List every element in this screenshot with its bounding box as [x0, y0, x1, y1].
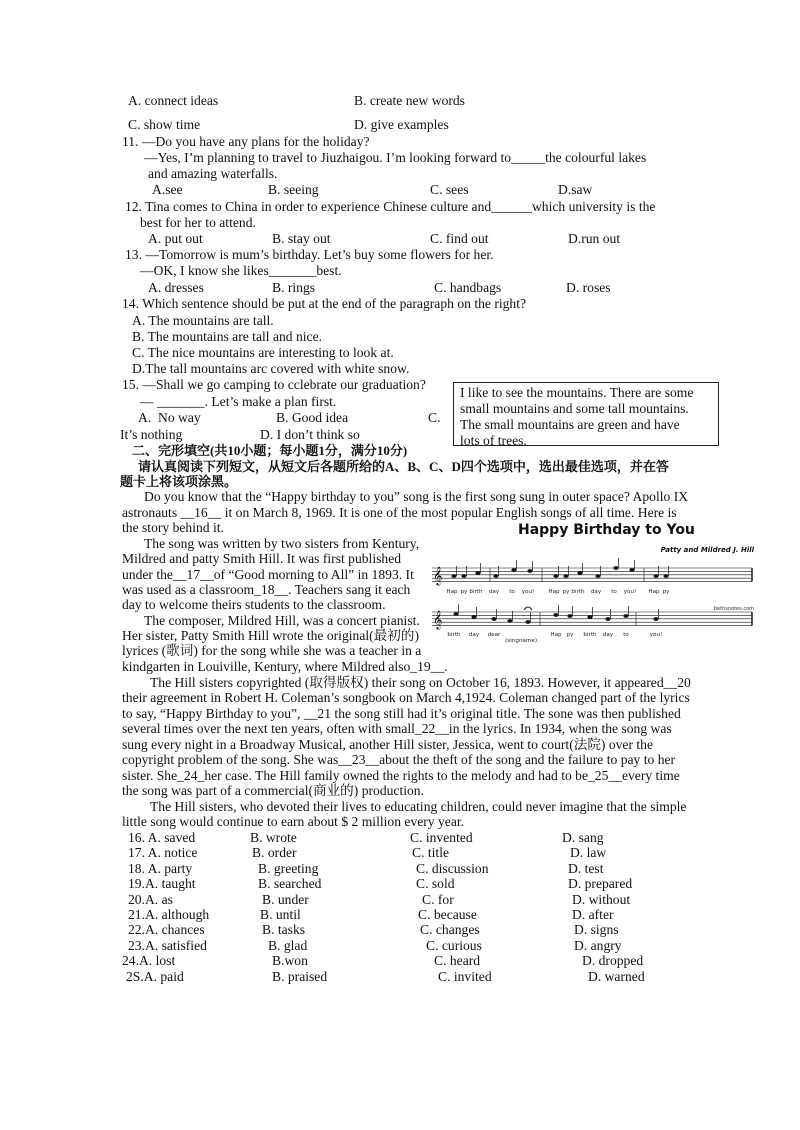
- mountain-paragraph-box: [453, 382, 719, 446]
- answer-option: D. signs: [574, 922, 619, 938]
- q14-option: A. The mountains are tall.: [132, 313, 274, 328]
- passage-line: The Hill sisters copyrighted (取得版权) their song on October 16, 1893. However, it appeared__20: [150, 675, 691, 690]
- passage-line: the song was part of a commercial(商业的) production.: [122, 783, 424, 798]
- lyric: Hap: [446, 589, 458, 595]
- answer-option: D. without: [572, 891, 631, 907]
- answer-option: D. prepared: [568, 876, 633, 892]
- answer-option: C. title: [412, 845, 450, 861]
- answer-option: D. law: [570, 845, 607, 861]
- answer-option: B. order: [252, 845, 297, 861]
- lyric: py: [566, 632, 574, 638]
- note: [527, 569, 532, 573]
- note: [613, 566, 618, 570]
- answer-option: C. changes: [420, 922, 480, 938]
- lyric: to: [623, 632, 629, 638]
- note: [563, 574, 568, 578]
- answer-option: 19.A. taught: [128, 876, 196, 892]
- passage-line: under the__17__of “Good morning to All” in 1893. It: [122, 567, 414, 582]
- answer-option: 24.A. lost: [122, 953, 176, 969]
- answer-option: D. test: [568, 860, 604, 876]
- lyric: Hap: [550, 632, 562, 638]
- passage-line: kindgarten in Louiville, Kentury, where Mildred also_19__.: [122, 659, 448, 674]
- lyric: birth: [571, 589, 585, 595]
- q11-option: C. sees: [430, 182, 469, 197]
- passage-line: Mildred and patty Smith Hill. It was first published: [122, 551, 402, 566]
- answer-option: C. heard: [434, 953, 481, 969]
- note: [553, 613, 558, 617]
- lyric: py: [662, 589, 670, 595]
- answer-option: 23.A. satisfied: [128, 937, 207, 953]
- note: [605, 617, 610, 621]
- answer-option: 17. A. notice: [128, 845, 198, 861]
- q15-option: A. No way: [138, 410, 201, 425]
- note: [475, 571, 480, 575]
- q15-option: It’s nothing: [120, 427, 183, 442]
- lyric: day: [590, 589, 602, 595]
- answer-option: C. because: [418, 907, 477, 922]
- q11-option: A.see: [152, 182, 183, 197]
- answer-option: B. tasks: [262, 922, 306, 938]
- staff-line-2: [432, 604, 752, 630]
- passage-line: copyright problem of the song. She was__23__about the theft of the song and the failure to pay to her: [122, 752, 676, 767]
- answer-option: B. searched: [258, 876, 322, 892]
- lyric: birth: [469, 589, 483, 595]
- passage-line: day to welcome theirs students to the classroom.: [122, 597, 386, 612]
- answer-option: C. for: [422, 891, 454, 907]
- note: [587, 615, 592, 619]
- q12-option: D.run out: [568, 231, 621, 246]
- answer-option: 18. A. party: [128, 860, 193, 876]
- passage-line: several times over the next ten years, often with small_22__in the lyrics. In 1934, when the song was: [122, 721, 672, 736]
- q10-option-a: A. connect ideas: [128, 93, 219, 108]
- q13-line: —OK, I know she likes_______best.: [140, 263, 342, 278]
- q13-option: A. dresses: [148, 280, 204, 295]
- passage-line: was used as a classroom_18__. Teachers sang it each: [122, 582, 411, 597]
- treble-clef-icon: 𝄞: [433, 566, 443, 585]
- answer-option: C. discussion: [416, 860, 489, 876]
- answer-option: B. wrote: [250, 830, 297, 845]
- answer-option: 16. A. saved: [128, 830, 196, 845]
- note: [471, 615, 476, 619]
- lyric: day: [468, 632, 480, 638]
- passage-line: little song would continue to earn about $ 2 million every year.: [122, 814, 465, 829]
- q13-option: B. rings: [272, 280, 316, 295]
- q12-option: A. put out: [148, 231, 203, 246]
- answer-option: D. sang: [562, 830, 604, 845]
- section-heading: 二、完形填空(共10小题；每小题1分，满分10分): [132, 443, 408, 458]
- answer-option: B. praised: [272, 968, 328, 984]
- lyric: py: [460, 589, 468, 595]
- q10-option-b: B. create new words: [354, 93, 465, 108]
- q12-line: best for her to attend.: [140, 215, 256, 230]
- note: [453, 612, 458, 616]
- passage-line: the story behind it.: [122, 520, 224, 535]
- lyric: (sing: [505, 638, 519, 644]
- q10-option-c: C. show time: [128, 117, 201, 132]
- answer-option: 20.A. as: [128, 891, 173, 907]
- fermata-icon: [524, 607, 532, 610]
- q12-line: 12. Tina comes to China in order to experience Chinese culture and______which university is the: [125, 199, 656, 214]
- note: [461, 574, 466, 578]
- q14-option: D.The tall mountains arc covered with white snow.: [132, 361, 410, 376]
- q12-option: C. find out: [430, 231, 489, 246]
- answer-option: D. after: [572, 907, 614, 922]
- answer-option: 21.A. although: [128, 907, 210, 922]
- answer-option: B. glad: [268, 937, 308, 953]
- note: [663, 574, 668, 578]
- passage-line: Her sister, Patty Smith Hill wrote the original(最初的): [122, 628, 419, 643]
- q13-option: C. handbags: [434, 280, 502, 295]
- lyric: you!: [521, 589, 535, 595]
- answer-option: B.won: [272, 953, 308, 969]
- q14-option: B. The mountains are tall and nice.: [132, 329, 323, 344]
- q15-line: — _______. Let’s make a plan first.: [140, 394, 337, 409]
- box-line: I like to see the mountains. There are some: [460, 385, 694, 400]
- sheet-title: Happy Birthday to You: [518, 522, 695, 538]
- passage-line: sister. She_24_her case. The Hill family owned the rights to the melody and had to be_25__every time: [122, 768, 680, 783]
- box-line: small mountains and some tall mountains.: [460, 401, 689, 416]
- q15-option: C.: [428, 410, 441, 425]
- answer-option: 2S.A. paid: [126, 968, 184, 984]
- passage-line: their agreement in Robert H. Coleman’s songbook on March 4,1924. Coleman changed part of the lyrics: [122, 690, 690, 705]
- answer-option: D. angry: [574, 937, 622, 953]
- note: [577, 571, 582, 575]
- box-line: lots of trees.: [460, 433, 527, 448]
- sheet-composer: Patty and Mildred J. Hill: [660, 546, 754, 554]
- answer-option: C. sold: [416, 876, 455, 892]
- lyric: birth: [447, 632, 461, 638]
- lyric: you!: [623, 589, 637, 595]
- q11-option: D.saw: [558, 182, 593, 197]
- passage-line: lyrices (歌词) for the song while she was a teacher in a: [122, 643, 422, 658]
- lyric: day: [602, 632, 614, 638]
- lyrics-row-1: [446, 589, 670, 595]
- section-instruction: 题卡上将该项涂黑。: [120, 474, 238, 489]
- q11-line: —Yes, I’m planning to travel to Jiuzhaigou. I’m looking forward to_____the colourful lakes: [144, 150, 647, 165]
- note: [511, 568, 516, 572]
- q14-option: C. The nice mountains are interesting to look at.: [132, 345, 394, 360]
- lyric: day: [488, 589, 500, 595]
- note: [525, 620, 530, 624]
- box-line: The small mountains are green and have: [460, 417, 680, 432]
- passage-line: to say, “Happy Birthday to you”, __21 the song still had it’s original title. The sone was then published: [122, 706, 681, 721]
- answer-option: D. warned: [588, 968, 645, 984]
- sheet-site: bethsnotes.com: [713, 606, 754, 612]
- answer-option: 22.A. chances: [128, 922, 205, 938]
- lyric: to: [509, 589, 515, 595]
- lyric: Hap: [548, 589, 560, 595]
- lyric: py: [562, 589, 570, 595]
- lyric: Hap: [648, 589, 660, 595]
- answer-option: B. until: [260, 907, 301, 922]
- passage-line: astronauts __16__ it on March 8, 1969. It is one of the most popular English songs of all time. Here is: [122, 505, 677, 520]
- treble-clef-icon: 𝄞: [433, 610, 443, 629]
- sheet-music-image: [430, 518, 758, 648]
- note: [595, 574, 600, 578]
- note: [491, 617, 496, 621]
- passage-line: The song was written by two sisters from Kentury,: [144, 536, 420, 551]
- q15-option: B. Good idea: [276, 410, 349, 425]
- staff-line-1: [432, 558, 752, 586]
- q15-option: D. I don’t think so: [260, 427, 360, 442]
- q13-line: 13. —Tomorrow is mum’s birthday. Let’s buy some flowers for her.: [125, 247, 494, 262]
- lyric: birth: [583, 632, 597, 638]
- answer-option: C. invited: [438, 968, 492, 984]
- lyric: to: [611, 589, 617, 595]
- note: [623, 614, 628, 618]
- q13-option: D. roses: [566, 280, 611, 295]
- q11-line: 11. —Do you have any plans for the holiday?: [122, 134, 370, 149]
- q14-question: 14. Which sentence should be put at the end of the paragraph on the right?: [122, 296, 527, 311]
- q12-option: B. stay out: [272, 231, 331, 246]
- lyric: you!: [649, 632, 663, 638]
- note: [493, 574, 498, 578]
- answer-option: C. curious: [426, 937, 482, 953]
- note: [451, 574, 456, 578]
- q10-option-d: D. give examples: [354, 117, 449, 132]
- note: [553, 574, 558, 578]
- note: [507, 619, 512, 623]
- lyric: dear: [487, 632, 501, 638]
- q11-option: B. seeing: [268, 182, 319, 197]
- lyrics-row-2: [447, 632, 662, 644]
- answer-option: B. greeting: [258, 860, 319, 876]
- passage-line: sung every night in a Broadway Musical, another Hill sister, Jessica, went to court(法院) over the: [122, 737, 653, 752]
- section-instruction: 请认真阅读下列短文，从短文后各题所给的A、B、C、D四个选项中，选出最佳选项，并在答: [138, 459, 669, 474]
- passage-line: The composer, Mildred Hill, was a concert pianist.: [144, 613, 420, 628]
- answer-option: C. invented: [410, 830, 473, 845]
- passage-line: The Hill sisters, who devoted their lives to educating children, could never imagine that the simple: [150, 799, 687, 814]
- note: [653, 574, 658, 578]
- q11-line: and amazing waterfalls.: [148, 166, 278, 181]
- note: [629, 568, 634, 572]
- passage-line: Do you know that the “Happy birthday to you” song is the first song sung in outer space? Apollo IX: [144, 489, 689, 504]
- note: [567, 614, 572, 618]
- note: [653, 617, 658, 621]
- q15-line: 15. —Shall we go camping to cclebrate our graduation?: [122, 377, 426, 392]
- lyric: name): [518, 638, 538, 644]
- answer-option: B. under: [262, 891, 309, 907]
- answer-option: D. dropped: [582, 953, 644, 969]
